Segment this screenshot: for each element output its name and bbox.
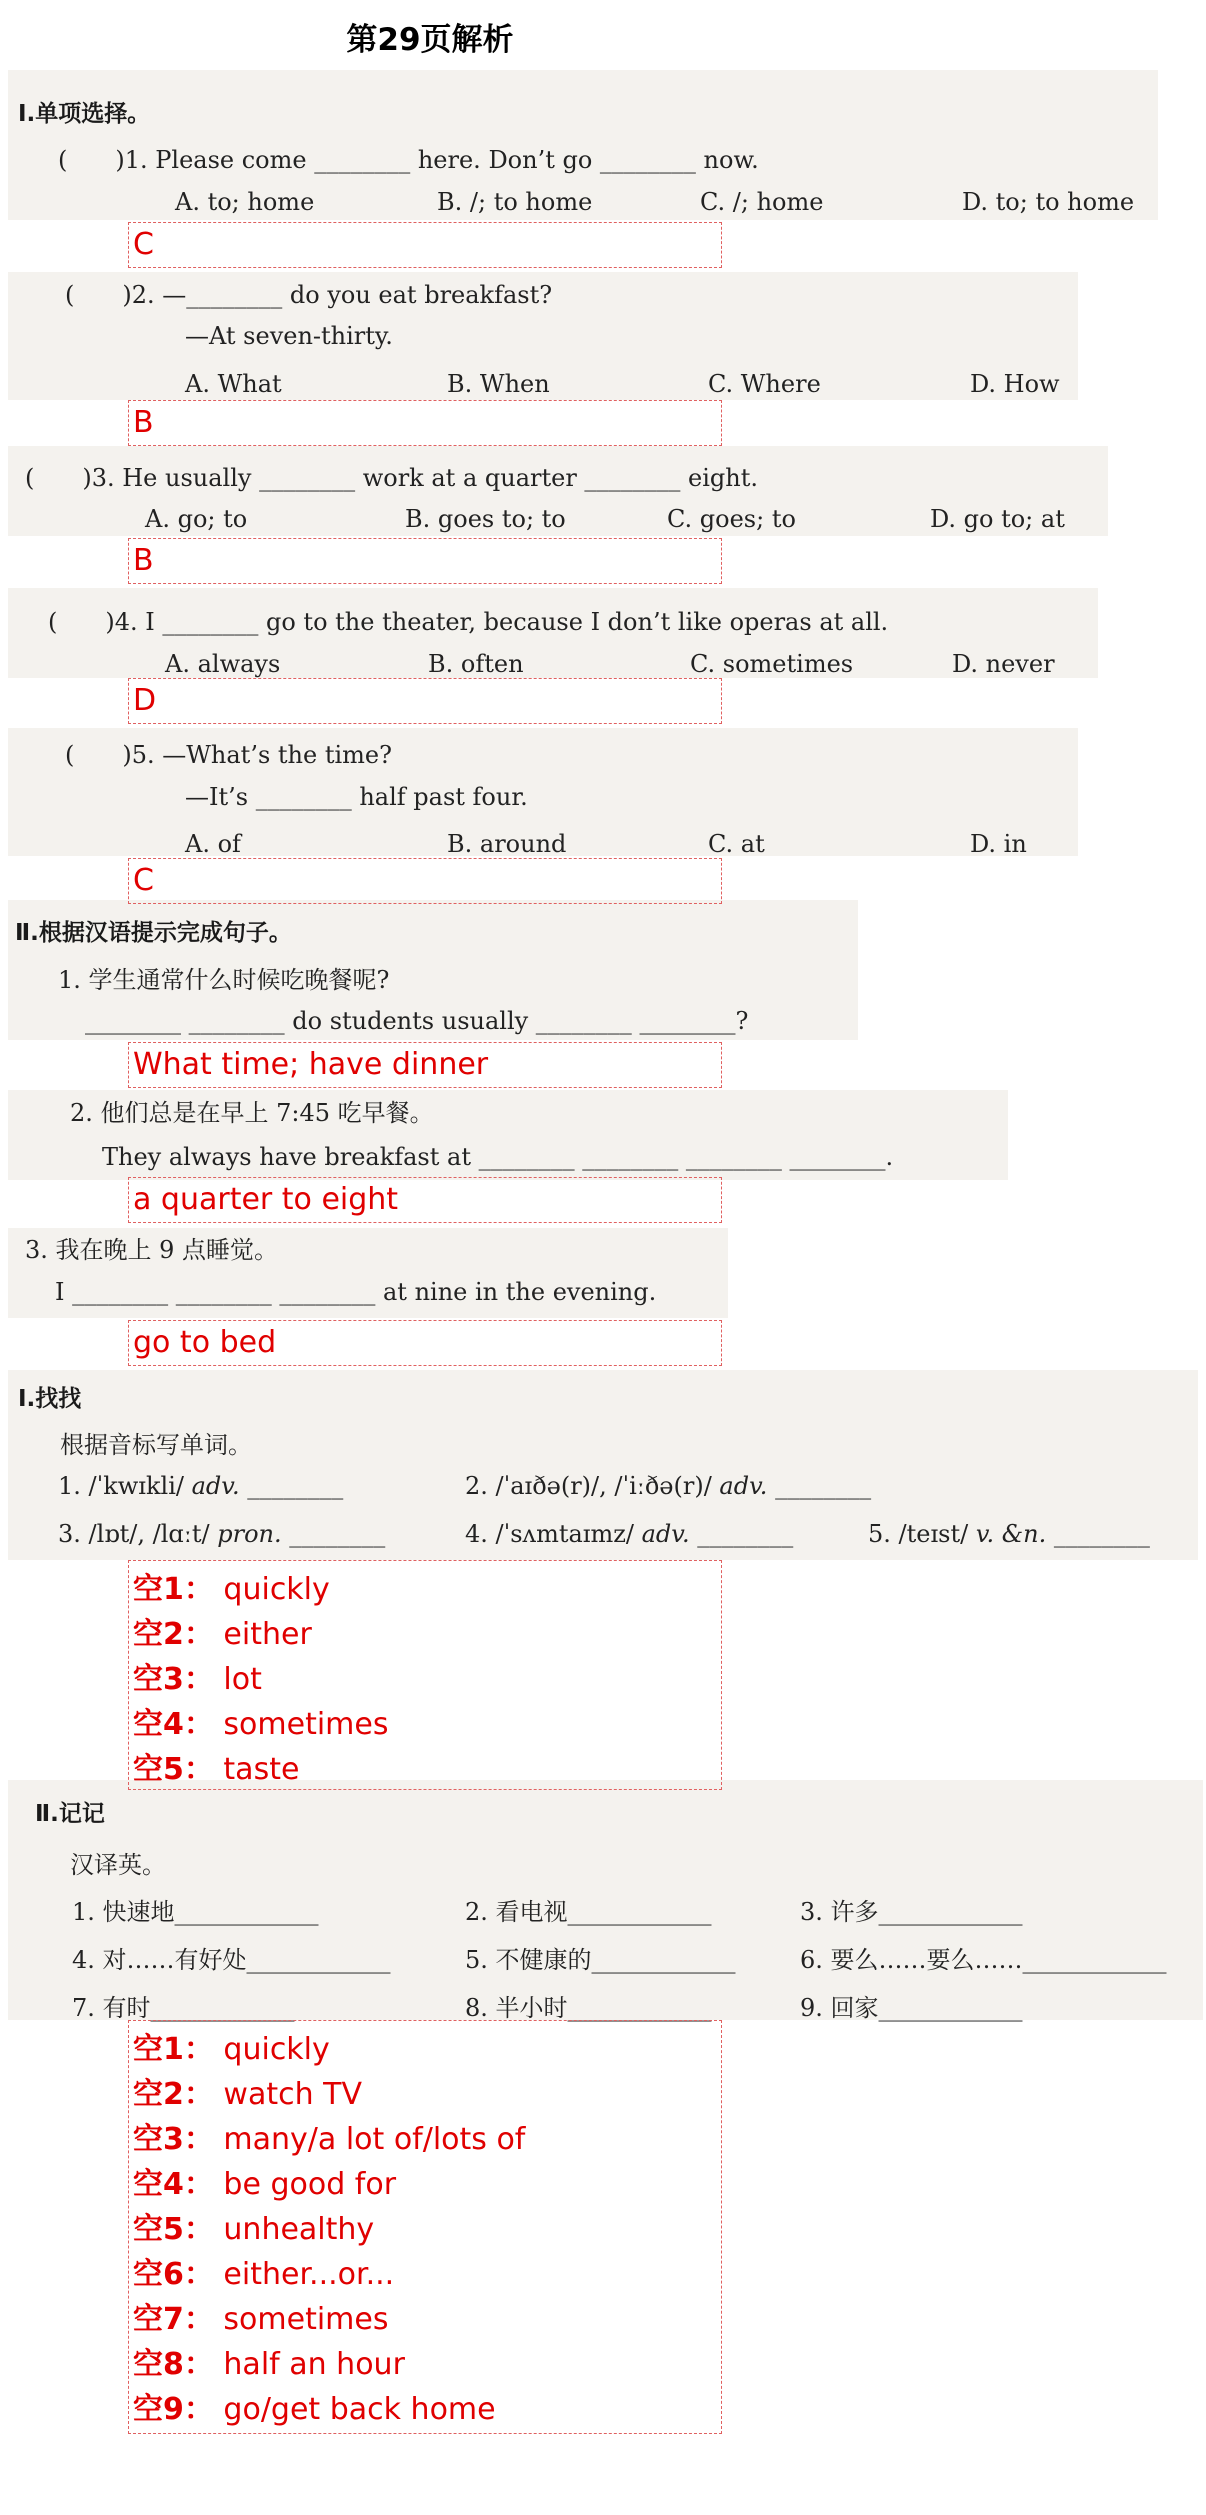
option-c: C. goes; to (667, 505, 796, 533)
option-a: A. What (185, 370, 282, 398)
item-text: 3. /lɒt/, /lɑːt/ (58, 1520, 210, 1548)
answer-box: C (128, 858, 722, 904)
answer-text: unhealthy (223, 2212, 375, 2247)
item-pos: adv. (641, 1520, 690, 1548)
answer-box: B (128, 400, 722, 446)
question-cn: 1. 学生通常什么时候吃晚餐呢? (58, 966, 390, 994)
item-text: 1. /ˈkwɪkli/ (58, 1472, 184, 1500)
answer-label: 空6： (133, 2257, 214, 2292)
section-heading: Ⅱ.记记 (35, 1801, 105, 1827)
section-heading: Ⅰ.找找 (18, 1386, 82, 1412)
phonetic-item (58, 1520, 385, 1548)
answer-text: go/get back home (223, 2392, 496, 2427)
answer-label: 空7： (133, 2302, 214, 2337)
answer-label: 空9： (133, 2392, 214, 2427)
section-heading: Ⅱ.根据汉语提示完成句子。 (15, 920, 292, 946)
answer-text: either...or... (223, 2257, 395, 2292)
question-line: —At seven-thirty. (185, 322, 393, 350)
answer-label: 空3： (133, 1662, 214, 1697)
answer-text: lot (223, 1662, 262, 1697)
question-en: I ________ ________ ________ at nine in the evening. (55, 1278, 657, 1306)
answer-box: a quarter to eight (128, 1177, 722, 1223)
item-pos: v. &n. (975, 1520, 1047, 1548)
answer-text: sometimes (223, 2302, 389, 2337)
option-d: D. to; to home (962, 188, 1135, 216)
answer-box: C (128, 222, 722, 268)
answer-label: 空1： (133, 1572, 214, 1607)
answer-text: be good for (223, 2167, 397, 2202)
vocab-item: 5. 不健康的____________ (465, 1946, 736, 1974)
item-blank: ________ (1053, 1520, 1150, 1548)
option-b: B. goes to; to (405, 505, 566, 533)
answer-row (133, 1612, 721, 1657)
answer-label: 空1： (133, 2032, 214, 2067)
question-cn: 3. 我在晚上 9 点睡觉。 (25, 1236, 279, 1264)
option-b: B. often (428, 650, 524, 678)
question-stem: ( )4. I ________ go to the theater, because I don’t like operas at all. (48, 608, 889, 636)
answer-text: many/a lot of/lots of (223, 2122, 526, 2157)
page-title: 第29页解析 (346, 22, 514, 58)
answer-row (133, 2297, 721, 2342)
answer-row (133, 2117, 721, 2162)
vocab-item: 6. 要么……要么……____________ (800, 1946, 1167, 1974)
option-d: D. How (970, 370, 1060, 398)
item-pos: adv. (719, 1472, 768, 1500)
option-c: C. at (708, 830, 765, 858)
phonetic-item (58, 1472, 343, 1500)
option-b: B. When (447, 370, 550, 398)
vocab-item: 3. 许多____________ (800, 1898, 1023, 1926)
answer-box: D (128, 678, 722, 724)
question-stem: ( )3. He usually ________ work at a quarter ________ eight. (25, 464, 759, 492)
vocab-item: 4. 对……有好处____________ (72, 1946, 391, 1974)
answer-row (133, 2252, 721, 2297)
phonetic-item (465, 1472, 871, 1500)
answer-label: 空5： (133, 1752, 214, 1787)
item-blank: ________ (247, 1472, 344, 1500)
item-blank: ________ (289, 1520, 386, 1548)
question-cn: 2. 他们总是在早上 7:45 吃早餐。 (70, 1099, 434, 1127)
vocab-item: 7. 有时____________ (72, 1994, 295, 2022)
vocab-item: 1. 快速地____________ (72, 1898, 319, 1926)
option-a: A. of (185, 830, 241, 858)
answer-row (133, 2027, 721, 2072)
vocab-item: 9. 回家____________ (800, 1994, 1023, 2022)
answer-row (133, 2387, 721, 2432)
option-d: D. go to; at (930, 505, 1065, 533)
answer-label: 空4： (133, 1707, 214, 1742)
option-a: A. always (165, 650, 281, 678)
item-blank: ________ (697, 1520, 794, 1548)
item-pos: pron. (217, 1520, 282, 1548)
answer-row (133, 2072, 721, 2117)
answer-box: go to bed (128, 1320, 722, 1366)
answer-box (128, 2020, 722, 2434)
answer-label: 空8： (133, 2347, 214, 2382)
answer-text: sometimes (223, 1707, 389, 1742)
answer-label: 空4： (133, 2167, 214, 2202)
item-text: 5. /teɪst/ (868, 1520, 969, 1548)
option-b: B. /; to home (437, 188, 593, 216)
option-b: B. around (447, 830, 567, 858)
answer-text: half an hour (223, 2347, 405, 2382)
item-blank: ________ (775, 1472, 872, 1500)
answer-label: 空2： (133, 2077, 214, 2112)
answer-row (133, 1747, 721, 1792)
answer-row (133, 2162, 721, 2207)
answer-row (133, 2342, 721, 2387)
option-d: D. in (970, 830, 1027, 858)
question-line: —It’s ________ half past four. (185, 783, 528, 811)
answer-text: quickly (223, 2032, 330, 2067)
answer-box: B (128, 538, 722, 584)
item-text: 2. /ˈaɪðə(r)/, /ˈiːðə(r)/ (465, 1472, 712, 1500)
instruction: 汉译英。 (70, 1851, 166, 1879)
question-stem: ( )2. —________ do you eat breakfast? (65, 281, 553, 309)
section-heading: Ⅰ.单项选择。 (18, 101, 151, 127)
answer-label: 空3： (133, 2122, 214, 2157)
item-pos: adv. (191, 1472, 240, 1500)
answer-row (133, 1702, 721, 1747)
option-a: A. to; home (175, 188, 315, 216)
option-a: A. go; to (145, 505, 248, 533)
answer-row (133, 2207, 721, 2252)
answer-row (133, 1657, 721, 1702)
answer-box (128, 1560, 722, 1790)
question-stem: ( )5. —What’s the time? (65, 741, 392, 769)
instruction: 根据音标写单词。 (60, 1431, 252, 1459)
phonetic-item (868, 1520, 1150, 1548)
answer-text: watch TV (223, 2077, 362, 2112)
question-en: They always have breakfast at ________ ________ ________ ________. (102, 1143, 894, 1171)
answer-label: 空2： (133, 1617, 214, 1652)
question-en: ________ ________ do students usually ________ ________? (85, 1007, 749, 1035)
vocab-item: 8. 半小时____________ (465, 1994, 712, 2022)
phonetic-item (465, 1520, 793, 1548)
option-c: C. sometimes (690, 650, 854, 678)
answer-text: either (223, 1617, 312, 1652)
option-c: C. Where (708, 370, 821, 398)
answer-text: quickly (223, 1572, 330, 1607)
option-c: C. /; home (700, 188, 824, 216)
vocab-item: 2. 看电视____________ (465, 1898, 712, 1926)
answer-text: taste (223, 1752, 300, 1787)
item-text: 4. /ˈsʌmtaɪmz/ (465, 1520, 634, 1548)
option-d: D. never (952, 650, 1055, 678)
question-stem: ( )1. Please come ________ here. Don’t go ________ now. (58, 146, 759, 174)
answer-row (133, 1567, 721, 1612)
answer-label: 空5： (133, 2212, 214, 2247)
answer-box: What time; have dinner (128, 1042, 722, 1088)
